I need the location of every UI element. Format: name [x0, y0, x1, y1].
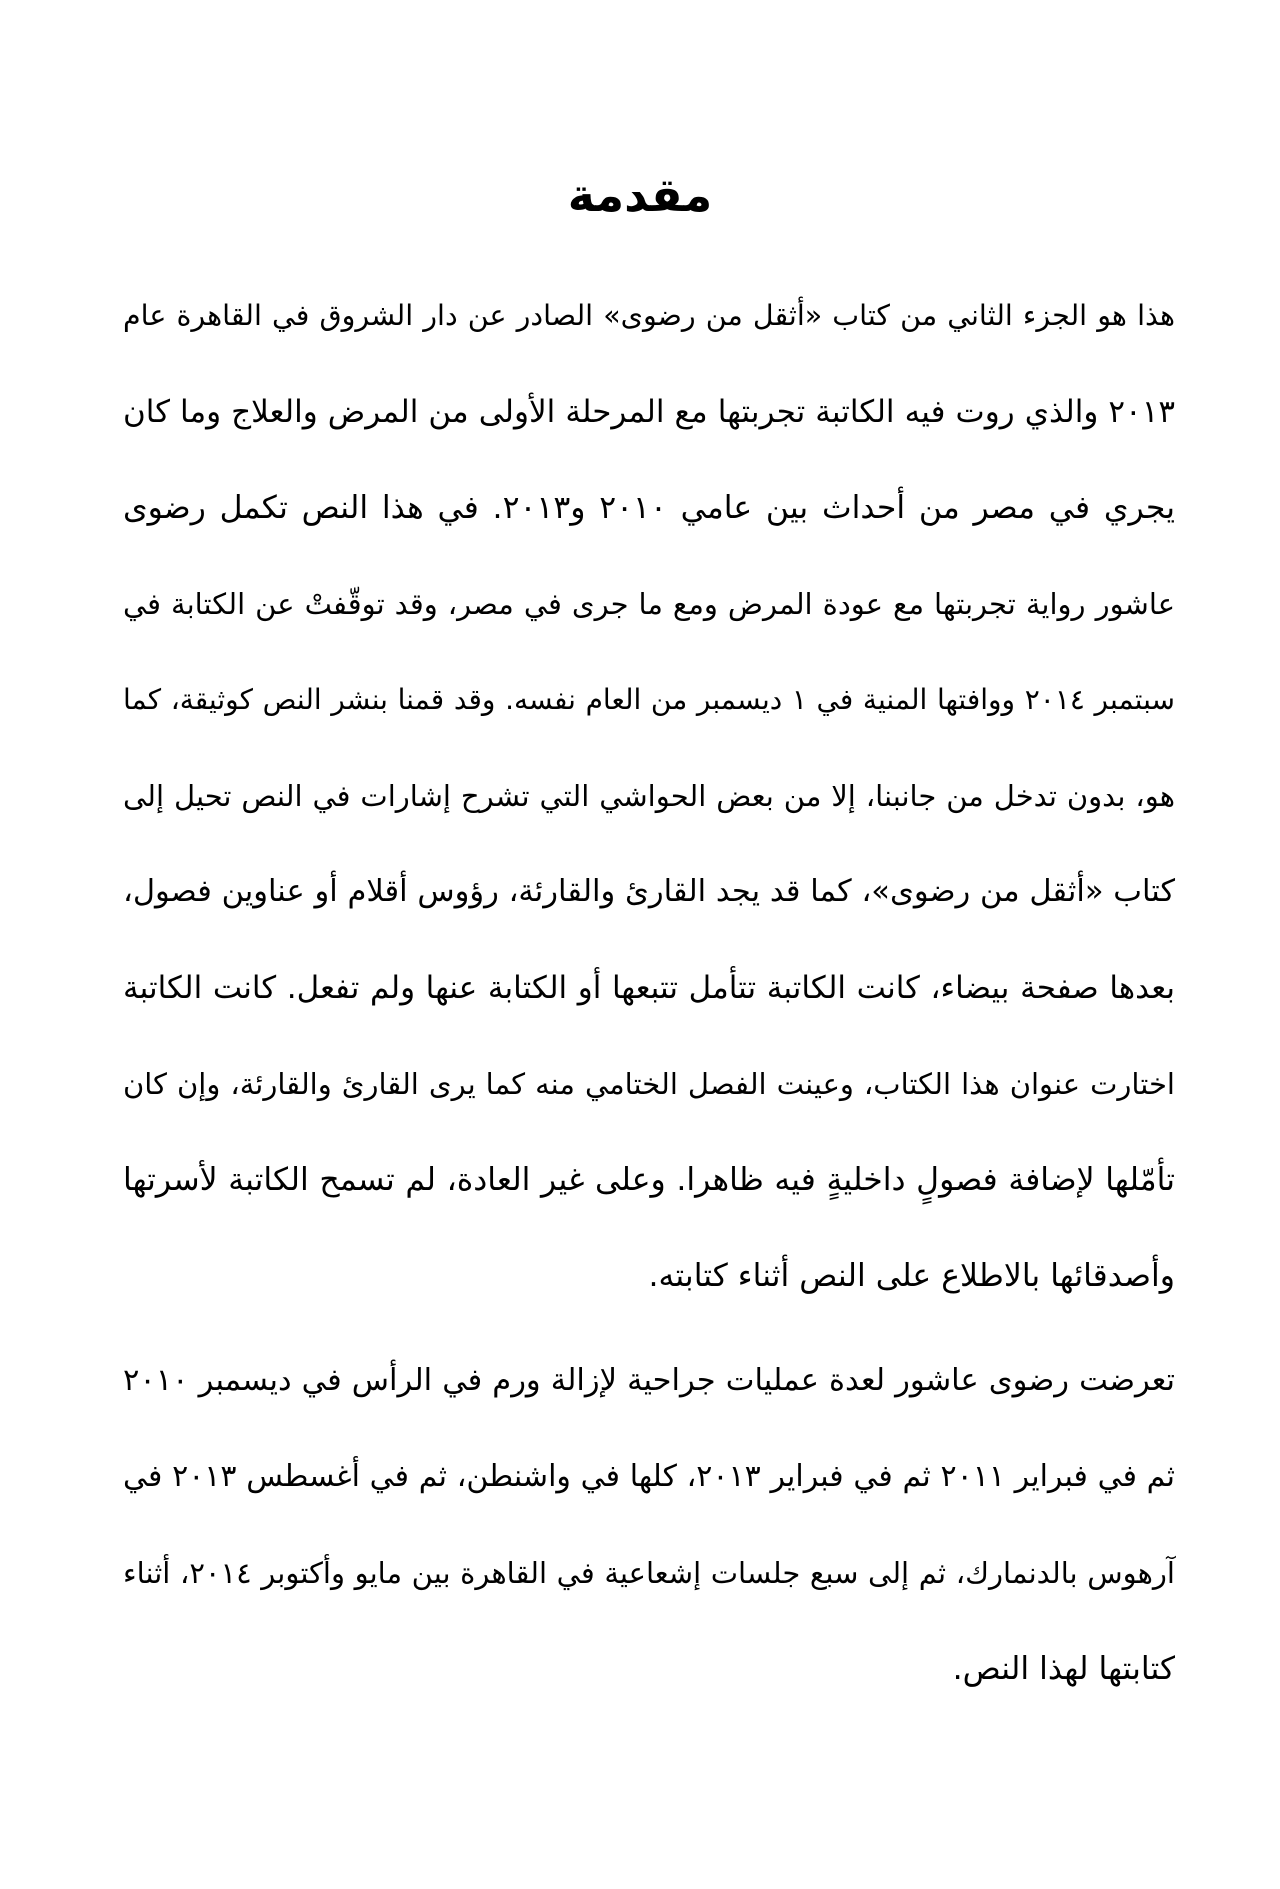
- text-line: ثم في فبراير ٢٠١١ ثم في فبراير ٢٠١٣، كلها في واشنطن، ثم في أغسطس ٢٠١٣ في: [123, 1459, 1175, 1494]
- paragraph-1: [123, 283, 1175, 1339]
- text-line: بعدها صفحة بيضاء، كانت الكاتبة تتأمل تتبعها أو الكتابة عنها ولم تفعل. كانت الكاتبة: [123, 970, 1175, 1006]
- text-line: وأصدقائها بالاطلاع على النص أثناء كتابته.: [648, 1258, 1175, 1294]
- text-line: كتابتها لهذا النص.: [952, 1651, 1175, 1687]
- text-line: اختارت عنوان هذا الكتاب، وعينت الفصل الختامي منه كما يرى القارئ والقارئة، وإن كان: [123, 1067, 1175, 1101]
- text-line: تعرضت رضوى عاشور لعدة عمليات جراحية لإزالة ورم في الرأس في ديسمبر ٢٠١٠: [123, 1363, 1175, 1398]
- text-line: آرهوس بالدنمارك، ثم إلى سبع جلسات إشعاعية في القاهرة بين مايو وأكتوبر ٢٠١٤، أثناء: [123, 1556, 1175, 1590]
- text-line: تأمّلها لإضافة فصولٍ داخليةٍ فيه ظاهرا. وعلى غير العادة، لم تسمح الكاتبة لأسرتها: [123, 1162, 1175, 1198]
- text-line: سبتمبر ٢٠١٤ ووافتها المنية في ١ ديسمبر من العام نفسه. وقد قمنا بنشر النص كوثيقة، كما: [123, 683, 1175, 716]
- paragraph-2: [123, 1348, 1175, 1732]
- text-line: يجري في مصر من أحداث بين عامي ٢٠١٠ و٢٠١٣. في هذا النص تكمل رضوى: [123, 490, 1175, 526]
- text-line: كتاب «أثقل من رضوى»، كما قد يجد القارئ والقارئة، رؤوس أقلام أو عناوين فصول،: [123, 874, 1175, 909]
- text-line: هذا هو الجزء الثاني من كتاب «أثقل من رضوى» الصادر عن دار الشروق في القاهرة عام: [123, 299, 1175, 332]
- text-line: هو، بدون تدخل من جانبنا، إلا من بعض الحواشي التي تشرح إشارات في النص تحيل إلى: [123, 779, 1175, 813]
- text-line: ٢٠١٣ والذي روت فيه الكاتبة تجربتها مع المرحلة الأولى من المرض والعلاج وما كان: [123, 394, 1175, 430]
- page-title: مقدمة: [567, 168, 713, 222]
- text-line: عاشور رواية تجربتها مع عودة المرض ومع ما جرى في مصر، وقد توقّفتْ عن الكتابة في: [123, 587, 1175, 621]
